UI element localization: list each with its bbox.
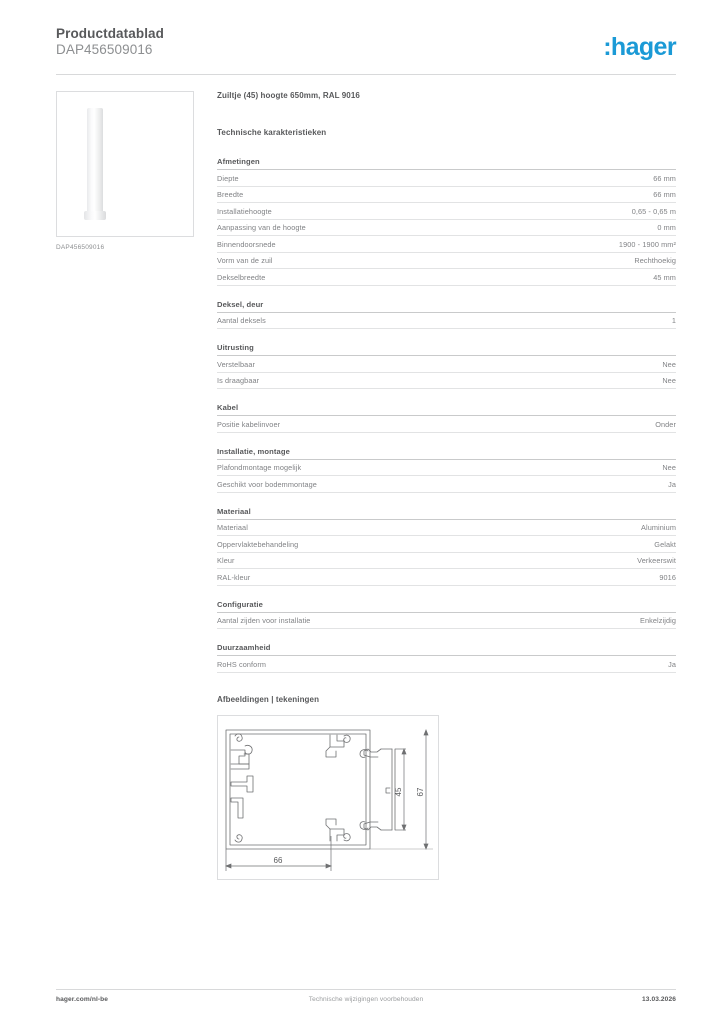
spec-value: 9016 (659, 572, 676, 582)
spec-value: Onder (655, 419, 676, 429)
product-name: Zuiltje (45) hoogte 650mm, RAL 9016 (217, 91, 360, 100)
spec-value: Aluminium (641, 523, 676, 532)
main-content (217, 91, 676, 880)
spec-label: Vorm van de zuil (217, 256, 273, 265)
spec-label: Materiaal (217, 523, 248, 532)
drawings-section-title: Afbeeldingen | tekeningen (217, 694, 320, 704)
spec-value: 1900 - 1900 mm² (618, 239, 676, 249)
spec-group-heading: Kabel (217, 403, 676, 416)
technical-drawing (217, 715, 439, 880)
spec-row (217, 460, 676, 477)
spec-row (217, 536, 676, 553)
dimension-label-66: 66 (273, 855, 283, 865)
spec-group-heading: Installatie, montage (217, 447, 676, 460)
product-image-caption: DAP456509016 (56, 244, 105, 251)
spec-label: Aantal deksels (217, 316, 266, 325)
product-reference: DAP456509016 (56, 42, 153, 57)
spec-value: Nee (662, 376, 676, 385)
spec-label: Aanpassing van de hoogte (217, 223, 306, 232)
dimension-label-67: 67 (416, 787, 425, 796)
spec-row (217, 356, 676, 373)
spec-row (217, 476, 676, 493)
spec-row (217, 187, 676, 204)
spec-value: Verkeerswit (637, 556, 676, 565)
spec-value: Ja (668, 659, 676, 669)
spec-label: Installatiehoogte (217, 206, 272, 216)
spec-label: Oppervlaktebehandeling (217, 539, 299, 549)
spec-group-heading: Configuratie (217, 600, 676, 613)
spec-row (217, 253, 676, 270)
hager-logo: :hager (603, 33, 676, 61)
spec-row (217, 269, 676, 286)
specifications-table (217, 157, 676, 673)
spec-group (217, 157, 676, 286)
spec-value: 66 mm (653, 173, 676, 183)
spec-value: 45 mm (653, 272, 676, 282)
column-base-plate (84, 211, 106, 220)
spec-label: Aantal zijden voor installatie (217, 616, 311, 625)
footer-date: 13.03.2026 (641, 996, 676, 1003)
spec-row (217, 236, 676, 253)
spec-row (217, 520, 676, 537)
spec-row (217, 613, 676, 630)
page-header (56, 26, 676, 72)
spec-row (217, 220, 676, 237)
spec-value: 1 (671, 316, 676, 325)
product-photo-column (84, 108, 106, 220)
page-title: Productdatablad (56, 26, 165, 41)
footer-divider (56, 989, 676, 990)
spec-group-heading: Uitrusting (217, 343, 676, 356)
header-divider (56, 74, 676, 75)
spec-row (217, 373, 676, 390)
page-footer (56, 996, 676, 1010)
spec-group (217, 447, 676, 493)
spec-group-heading: Afmetingen (217, 157, 676, 170)
spec-label: Positie kabelinvoer (217, 419, 281, 429)
column-body (87, 108, 103, 212)
spec-label: Geschikt voor bodemmontage (217, 479, 317, 489)
dimension-label-45: 45 (394, 787, 403, 796)
spec-group (217, 300, 676, 330)
spec-row (217, 569, 676, 586)
spec-value: 0 mm (657, 223, 676, 232)
spec-value: Nee (662, 359, 676, 369)
spec-value: 66 mm (653, 190, 676, 199)
spec-row (217, 416, 676, 433)
spec-group (217, 343, 676, 389)
spec-value: 0,65 - 0,65 m (631, 206, 676, 216)
footer-disclaimer: Technische wijzigingen voorbehouden (308, 996, 424, 1003)
spec-value: Ja (668, 479, 676, 489)
spec-label: Binnendoorsnede (217, 239, 276, 249)
spec-group-heading: Deksel, deur (217, 300, 676, 313)
spec-label: Is draagbaar (217, 376, 260, 385)
profile-cross-section-svg (218, 716, 438, 879)
spec-label: Breedte (217, 190, 244, 199)
spec-label: RAL-kleur (217, 572, 251, 582)
product-figure (56, 91, 196, 251)
product-image-frame (56, 91, 194, 237)
specs-section-title: Technische karakteristieken (217, 128, 327, 137)
spec-label: RoHS conform (217, 659, 267, 669)
spec-group (217, 600, 676, 630)
spec-row (217, 656, 676, 673)
spec-row (217, 313, 676, 330)
spec-value: Rechthoekig (634, 256, 676, 265)
spec-group-heading: Materiaal (217, 507, 676, 520)
spec-label: Kleur (217, 556, 235, 565)
spec-group (217, 643, 676, 673)
spec-row (217, 203, 676, 220)
spec-value: Enkelzijdig (640, 616, 676, 625)
spec-row (217, 553, 676, 570)
spec-row (217, 170, 676, 187)
spec-label: Dekselbreedte (217, 272, 266, 282)
spec-group (217, 507, 676, 586)
spec-label: Diepte (217, 173, 239, 183)
spec-value: Gelakt (654, 539, 676, 549)
spec-value: Nee (662, 463, 676, 472)
spec-group (217, 403, 676, 433)
spec-label: Verstelbaar (217, 359, 256, 369)
spec-group-heading: Duurzaamheid (217, 643, 676, 656)
spec-label: Plafondmontage mogelijk (217, 463, 302, 472)
footer-website[interactable]: hager.com/nl-be (56, 996, 109, 1003)
